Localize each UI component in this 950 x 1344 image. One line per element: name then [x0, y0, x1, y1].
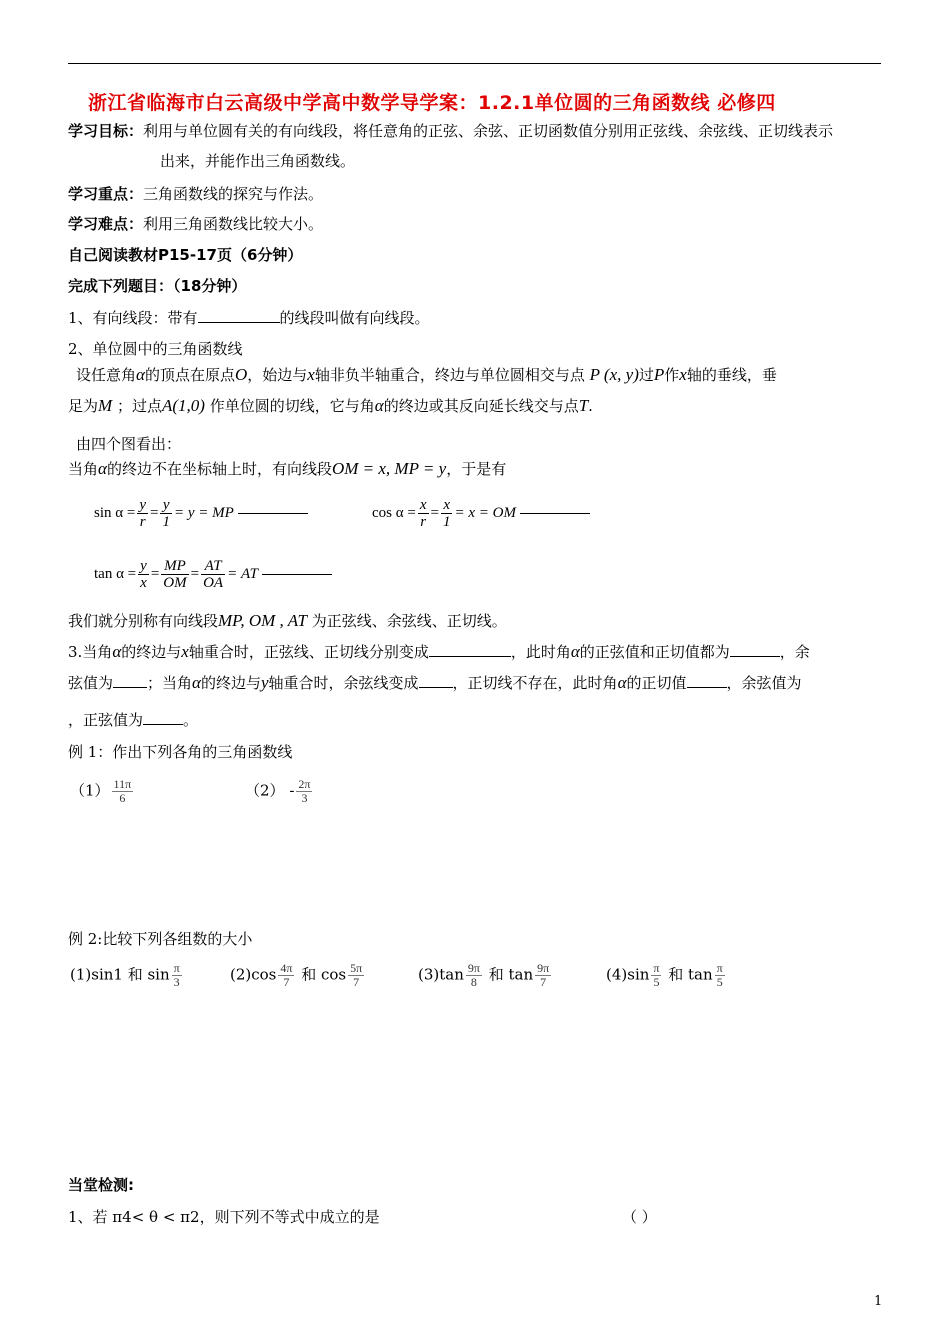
- frac-num: 5π: [350, 961, 363, 975]
- frac-den: 1: [162, 514, 170, 530]
- q2-line-3: 由四个图看出：: [76, 435, 182, 453]
- frac-num: y: [140, 558, 147, 574]
- alpha-symbol: α: [98, 459, 107, 478]
- x-symbol: x: [679, 365, 687, 384]
- frac-den: 8: [470, 975, 477, 989]
- q3-line-2: [68, 672, 802, 693]
- question-1: [68, 307, 430, 328]
- example-1-item-1: [70, 778, 135, 805]
- text: 轴重合时，正弦线、正切线分别变成: [188, 643, 429, 661]
- frac-den: 7: [353, 975, 360, 989]
- point-p: P (x, y): [589, 365, 639, 384]
- text: 的正弦值和正切值都为: [579, 643, 730, 661]
- frac-den: 3: [301, 791, 308, 805]
- learning-focus: 学习重点：三角函数线的探究与作法。: [68, 185, 324, 203]
- q1-post: 的线段叫做有向线段。: [279, 309, 430, 327]
- alpha-symbol: α: [112, 642, 122, 661]
- text: 的正切值: [626, 674, 687, 692]
- text: ；过点: [116, 397, 162, 415]
- q3-line-1: [68, 641, 810, 662]
- point-a: A(1,0): [161, 396, 205, 415]
- text: 的顶点在原点: [144, 366, 235, 384]
- goal-label: 学习目标: [68, 122, 129, 140]
- text: 的终边不在坐标轴上时，有向线段: [106, 460, 332, 478]
- text: (2)cos: [230, 965, 277, 984]
- q2-line-2: 足为M ；过点A(1,0) 作单位圆的切线，它与角α的终边或其反向延长线交与点T.: [68, 396, 593, 415]
- negative-sign: -: [289, 781, 295, 800]
- page-number: 1: [874, 1294, 883, 1309]
- frac-den: x: [140, 575, 147, 591]
- frac-num: 2π: [298, 777, 311, 791]
- text: 作: [664, 366, 680, 384]
- frac-den: 5: [716, 975, 723, 989]
- reading-task: 自己阅读教材P15-17页（6分钟）: [68, 246, 303, 264]
- q3-blank-6[interactable]: [143, 724, 183, 725]
- focus-label: 学习重点: [68, 185, 129, 203]
- frac-num: AT: [201, 558, 225, 575]
- learning-goal: 学习目标：利用与单位圆有关的有向线段，将任意角的正弦、余弦、正切函数值分别用正弦线、余弦线、正切线表示: [68, 122, 834, 140]
- frac-num: y: [160, 497, 172, 514]
- check-answer-paren[interactable]: （ ）: [622, 1208, 657, 1226]
- text: (4)sin: [606, 965, 650, 984]
- alpha-symbol: α: [136, 365, 145, 384]
- q1-pre: 1、有向线段：带有: [68, 309, 198, 327]
- text: (1)sin1 和 sin: [70, 965, 170, 984]
- text: 弦值为: [68, 674, 114, 692]
- text: 设任意角: [76, 366, 137, 384]
- goal-text-2: 出来，并能作出三角函数线。: [160, 152, 356, 170]
- q2-line-5: [68, 610, 507, 631]
- frac-num: 11π: [113, 777, 132, 791]
- goal-text-1: 利用与单位圆有关的有向线段，将任意角的正弦、余弦、正切函数值分别用正弦线、余弦线、正切线表示: [143, 122, 834, 140]
- q2-line-4: [68, 458, 506, 479]
- text: ；当角: [147, 674, 193, 692]
- frac-den: 5: [653, 975, 660, 989]
- page-title: 浙江省临海市白云高级中学高中数学导学案：1.2.1单位圆的三角函数线 必修四: [88, 92, 776, 114]
- difficulty-label: 学习难点: [68, 215, 129, 233]
- frac-den: 6: [119, 791, 126, 805]
- header-rule: [68, 63, 881, 64]
- tan-formula: tan α = $\frac{y}{x}$ = $\frac{MP}{OM}$ = $\frac{AT}{OA}$ = AT: [94, 558, 332, 591]
- sin-formula: sin α = $\frac{y}{r}$ = $\frac{y}{1}$ = y = MP: [94, 497, 308, 530]
- frac-num: π: [653, 961, 660, 975]
- text: ，于是有: [446, 460, 507, 478]
- x-symbol: x: [307, 365, 315, 384]
- text: ，始边与: [247, 366, 308, 384]
- sin-answer-line[interactable]: [238, 513, 308, 514]
- q2-line-1: [76, 364, 777, 385]
- difficulty-text: 利用三角函数线比较大小。: [143, 215, 324, 233]
- alpha-symbol: α: [374, 396, 384, 415]
- m-symbol: M: [98, 396, 113, 415]
- frac-den: OA: [203, 575, 224, 591]
- complete-task: 完成下列题目：（18分钟）: [68, 277, 247, 295]
- frac-den: 7: [283, 975, 290, 989]
- text: 轴重合时，余弦线变成: [268, 674, 419, 692]
- text: 和 cos: [301, 965, 347, 984]
- text: ，余: [779, 643, 810, 661]
- frac-num: 9π: [467, 961, 480, 975]
- frac-num: 4π: [280, 961, 293, 975]
- sin-lhs: sin α =: [94, 504, 136, 521]
- example-2-head: 例 2:比较下列各组数的大小: [68, 930, 253, 948]
- x-symbol: x: [181, 642, 189, 661]
- example-2-item-1: [70, 962, 184, 989]
- segments-symbols: MP, OM , AT: [218, 611, 307, 630]
- frac-den: 1: [442, 514, 451, 530]
- tan-answer-line[interactable]: [262, 574, 332, 575]
- frac-num: π: [173, 961, 180, 975]
- text: 轴非负半轴重合，终边与单位圆相交与点: [314, 366, 585, 384]
- in-class-check-head: 当堂检测:: [68, 1176, 134, 1194]
- alpha-symbol: α: [192, 673, 201, 692]
- y-symbol: y: [260, 673, 269, 692]
- alpha-symbol: α: [570, 642, 580, 661]
- q3-blank-3[interactable]: [113, 687, 147, 688]
- text: 的终边与: [121, 643, 182, 661]
- frac-den: 7: [540, 975, 547, 989]
- text: 为正弦线、余弦线、正切线。: [311, 612, 507, 630]
- cos-lhs: cos α =: [372, 504, 416, 521]
- frac-den: r: [139, 514, 146, 530]
- tan-lhs: tan α =: [94, 565, 137, 582]
- learning-difficulty: 学习难点：利用三角函数线比较大小。: [68, 215, 324, 233]
- text: 。: [183, 711, 199, 729]
- text: ，正切线不存在，此时角: [452, 674, 618, 692]
- text: 足为: [68, 397, 99, 415]
- frac-den: r: [420, 514, 427, 530]
- cos-formula: cos α = $\frac{x}{r}$ = $\frac{x}{1}$ = x = OM: [372, 497, 590, 530]
- example-2-item-3: [418, 962, 553, 989]
- text: 当角: [68, 460, 99, 478]
- q3-blank-2[interactable]: [730, 656, 780, 657]
- frac-den: 3: [173, 975, 180, 989]
- frac-num: MP: [161, 558, 188, 575]
- text: 轴的垂线，垂: [686, 366, 777, 384]
- text: ，余弦值为: [726, 674, 802, 692]
- frac-num: π: [716, 961, 723, 975]
- cos-rhs: = x = OM: [454, 504, 516, 521]
- frac-num: 9π: [537, 961, 550, 975]
- example-1-head: 例 1：作出下列各角的三角函数线: [68, 743, 293, 761]
- alpha-symbol: α: [617, 673, 627, 692]
- text: 我们就分别称有向线段: [68, 612, 219, 630]
- frac-den: OM: [163, 575, 187, 591]
- q3-line-3: [68, 709, 198, 730]
- om-mp-equation: OM = x, MP = y: [331, 459, 447, 478]
- q1-blank[interactable]: [198, 322, 280, 323]
- example-1-item-2: [245, 778, 314, 805]
- sin-rhs: = y = MP: [173, 504, 234, 521]
- q3-blank-1[interactable]: [429, 656, 511, 657]
- text: ，此时角: [510, 643, 571, 661]
- origin-symbol: O: [234, 365, 248, 384]
- text: 和 tan: [668, 965, 713, 984]
- text: 的终边与: [200, 674, 261, 692]
- item-label: （2）: [245, 781, 285, 800]
- text: 的终边或其反向延长线交与点: [383, 397, 579, 415]
- tan-rhs: = AT: [227, 565, 258, 582]
- text: 和 tan: [488, 965, 534, 984]
- example-2-item-2: [230, 962, 366, 989]
- focus-text: 三角函数线的探究与作法。: [143, 185, 324, 203]
- q3-blank-4[interactable]: [419, 687, 453, 688]
- text: 3.当角: [68, 643, 113, 661]
- cos-answer-line[interactable]: [520, 513, 590, 514]
- t-symbol: T: [578, 396, 589, 415]
- text: ，正弦值为: [68, 711, 144, 729]
- frac-num: x: [419, 497, 427, 513]
- q3-blank-5[interactable]: [687, 687, 727, 688]
- frac-num: y: [139, 497, 146, 513]
- example-2-item-4: [606, 962, 727, 989]
- frac-num: x: [441, 497, 453, 514]
- check-question-1: 1、若 π4< θ < π2，则下列不等式中成立的是: [68, 1208, 380, 1226]
- question-2-head: 2、单位圆中的三角函数线: [68, 340, 243, 358]
- p-symbol: P: [653, 365, 665, 384]
- item-label: （1）: [70, 781, 110, 800]
- text: (3)tan: [418, 965, 464, 984]
- text: 过: [638, 366, 654, 384]
- text: 作单位圆的切线，它与角: [209, 397, 375, 415]
